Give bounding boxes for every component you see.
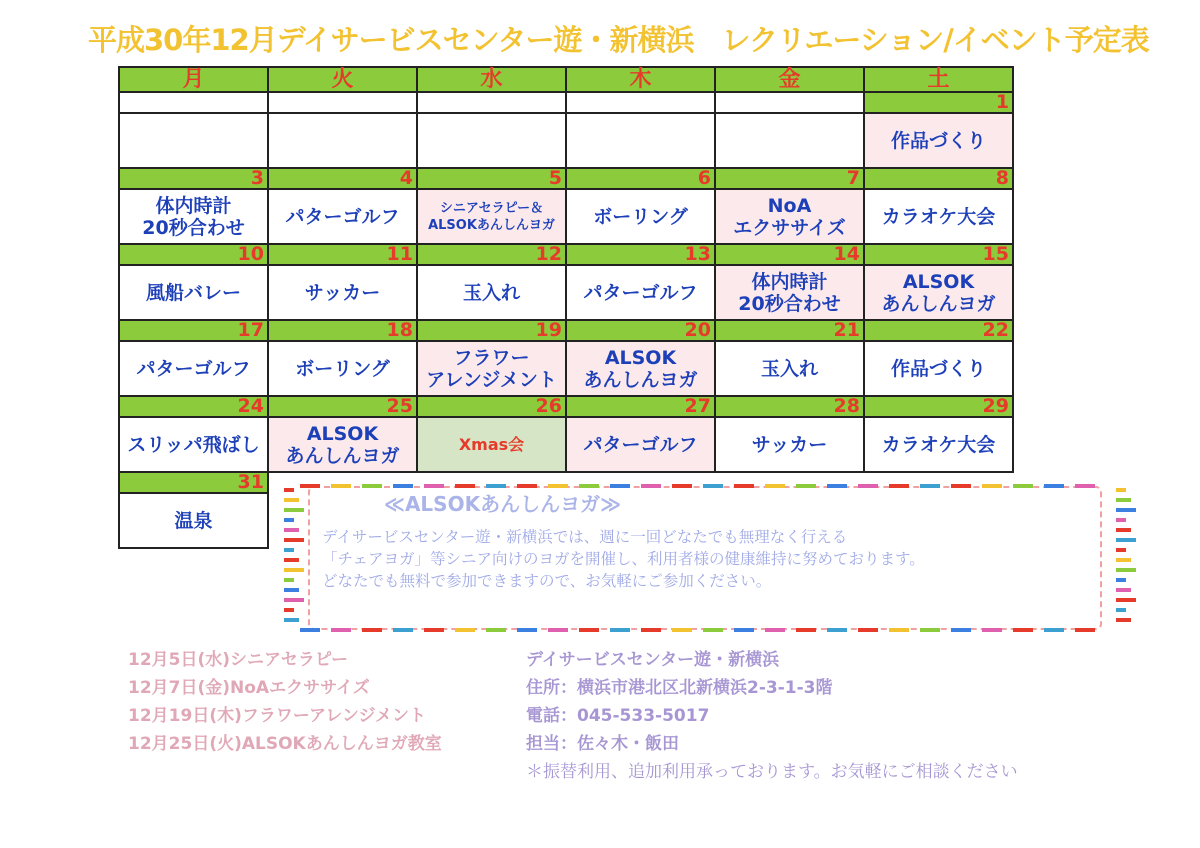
decoration-dash <box>1044 628 1064 632</box>
decoration-dash <box>1116 508 1136 512</box>
decoration-dash <box>889 484 909 488</box>
decoration-dash <box>1116 598 1136 602</box>
decoration-dash <box>1013 628 1033 632</box>
event-cell: 温泉 <box>119 493 268 548</box>
event-cell: パターゴルフ <box>566 417 715 472</box>
decoration-dash <box>858 628 878 632</box>
event-cell: カラオケ大会 <box>864 417 1013 472</box>
decoration-dash <box>455 628 475 632</box>
decoration-dash <box>610 628 630 632</box>
date-cell: 26 <box>417 396 566 417</box>
decoration-dash <box>486 628 506 632</box>
decoration-dash <box>284 578 294 582</box>
staff: 担当：佐々木・飯田 <box>526 734 679 754</box>
date-cell: 20 <box>566 320 715 341</box>
decoration-dash <box>284 598 304 602</box>
decoration-dash <box>1116 488 1126 492</box>
decoration-dash <box>889 628 909 632</box>
decoration-dash <box>424 628 444 632</box>
decoration-dash <box>765 484 785 488</box>
date-cell: 6 <box>566 168 715 189</box>
decoration-dash <box>284 558 299 562</box>
event-cell: 風船バレー <box>119 265 268 320</box>
decoration-dash <box>284 518 294 522</box>
promo-line: デイサービスセンター遊・新横浜では、週に一回どなたでも無理なく行える <box>322 528 848 546</box>
decoration-dash <box>579 628 599 632</box>
date-row <box>119 244 1013 265</box>
date-cell: 22 <box>864 320 1013 341</box>
event-cell: フラワー アレンジメント <box>417 341 566 396</box>
decoration-dash <box>284 528 299 532</box>
decoration-dash <box>827 484 847 488</box>
date-cell: 29 <box>864 396 1013 417</box>
decoration-dash <box>1116 538 1136 542</box>
event-cell: ALSOK あんしんヨガ <box>566 341 715 396</box>
date-cell: 12 <box>417 244 566 265</box>
event-row <box>119 189 1013 244</box>
event-cell: Xmas会 <box>417 417 566 472</box>
event-cell: 玉入れ <box>715 341 864 396</box>
decoration-dash <box>1044 484 1064 488</box>
event-cell <box>566 113 715 168</box>
event-cell: NoA エクササイズ <box>715 189 864 244</box>
special-event-item: 12月7日(金)NoAエクササイズ <box>128 678 370 698</box>
decoration-dash <box>951 484 971 488</box>
decoration-dash <box>1116 578 1126 582</box>
decoration-dash <box>1116 588 1131 592</box>
decoration-dash <box>1116 618 1131 622</box>
decoration-dash <box>1116 608 1126 612</box>
date-cell: 11 <box>268 244 417 265</box>
decoration-dash <box>284 618 299 622</box>
special-events-list <box>128 646 442 758</box>
decoration-dash <box>982 484 1002 488</box>
date-cell: 14 <box>715 244 864 265</box>
event-cell: シニアセラピー＆ ALSOKあんしんヨガ <box>417 189 566 244</box>
decoration-dash <box>284 608 294 612</box>
decoration-dash <box>1116 548 1126 552</box>
decoration-dash <box>703 484 723 488</box>
event-row <box>119 265 1013 320</box>
event-cell: サッカー <box>715 417 864 472</box>
weekday-tue: 火 <box>268 67 417 92</box>
date-cell <box>268 92 417 113</box>
date-cell: 31 <box>119 472 268 493</box>
date-cell: 15 <box>864 244 1013 265</box>
decoration-dash <box>284 568 304 572</box>
decoration-dash <box>284 488 294 492</box>
date-cell: 28 <box>715 396 864 417</box>
decoration-dash <box>284 548 294 552</box>
date-cell: 7 <box>715 168 864 189</box>
decoration-dash <box>641 628 661 632</box>
date-cell: 4 <box>268 168 417 189</box>
decoration-dash <box>641 484 661 488</box>
decoration-dash <box>703 628 723 632</box>
decoration-dash <box>982 628 1002 632</box>
date-cell: 5 <box>417 168 566 189</box>
decoration-dash <box>827 628 847 632</box>
date-cell: 13 <box>566 244 715 265</box>
decoration-dash <box>284 588 299 592</box>
promo-line: 「チェアヨガ」等シニア向けのヨガを開催し、利用者様の健康維持に努めております。 <box>322 550 925 568</box>
decoration-dash <box>331 628 351 632</box>
decoration-dash <box>393 628 413 632</box>
decoration-dash <box>734 484 754 488</box>
event-cell <box>715 113 864 168</box>
event-cell <box>417 113 566 168</box>
date-row <box>119 168 1013 189</box>
decoration-dash <box>284 538 304 542</box>
decoration-dash <box>672 484 692 488</box>
date-row <box>119 320 1013 341</box>
decoration-dash <box>1116 568 1136 572</box>
event-cell: パターゴルフ <box>566 265 715 320</box>
decoration-dash <box>331 484 351 488</box>
decoration-dash <box>362 628 382 632</box>
event-cell: 体内時計 20秒合わせ <box>119 189 268 244</box>
event-cell: カラオケ大会 <box>864 189 1013 244</box>
event-cell: ALSOK あんしんヨガ <box>864 265 1013 320</box>
special-event-item: 12月19日(木)フラワーアレンジメント <box>128 706 426 726</box>
decoration-dash <box>362 484 382 488</box>
special-event-item: 12月25日(火)ALSOKあんしんヨガ教室 <box>128 734 442 754</box>
promo-line: どなたでも無料で参加できますので、お気軽にご参加ください。 <box>322 572 772 590</box>
date-cell: 25 <box>268 396 417 417</box>
event-row <box>119 417 1013 472</box>
weekday-wed: 水 <box>417 67 566 92</box>
decoration-dash <box>1116 518 1126 522</box>
event-cell: サッカー <box>268 265 417 320</box>
date-cell: 8 <box>864 168 1013 189</box>
event-row <box>119 341 1013 396</box>
date-cell: 17 <box>119 320 268 341</box>
phone: 電話：045-533-5017 <box>526 706 710 726</box>
address: 住所：横浜市港北区北新横浜2-3-1-3階 <box>526 678 833 698</box>
note: ＊振替利用、追加利用承っております。お気軽にご相談ください <box>526 762 1018 782</box>
promo-text <box>322 526 1082 592</box>
event-cell: スリッパ飛ばし <box>119 417 268 472</box>
decoration-dash <box>765 628 785 632</box>
event-cell: 作品づくり <box>864 113 1013 168</box>
weekday-header-row <box>119 67 1013 92</box>
date-cell: 10 <box>119 244 268 265</box>
event-cell: 玉入れ <box>417 265 566 320</box>
decoration-dash <box>300 628 320 632</box>
event-row <box>119 113 1013 168</box>
special-event-item: 12月5日(水)シニアセラピー <box>128 650 349 670</box>
promo-heading: ≪ALSOKあんしんヨガ≫ <box>384 492 622 516</box>
event-cell: 体内時計 20秒合わせ <box>715 265 864 320</box>
date-cell: 24 <box>119 396 268 417</box>
decoration-dash <box>1116 528 1131 532</box>
date-cell: 18 <box>268 320 417 341</box>
decoration-dash <box>796 484 816 488</box>
event-cell: 作品づくり <box>864 341 1013 396</box>
event-cell: ALSOK あんしんヨガ <box>268 417 417 472</box>
decoration-dash <box>284 498 299 502</box>
date-row <box>119 92 1013 113</box>
date-cell: 21 <box>715 320 864 341</box>
decoration-dash <box>1075 628 1095 632</box>
event-cell: ボーリング <box>566 189 715 244</box>
page-title: 平成30年12月デイサービスセンター遊・新横浜 レクリエーション/イベント予定表 <box>88 23 1149 57</box>
weekday-mon: 月 <box>119 67 268 92</box>
contact-info <box>526 646 1018 786</box>
decoration-dash <box>920 484 940 488</box>
facility-name: デイサービスセンター遊・新横浜 <box>526 650 780 670</box>
date-cell: 3 <box>119 168 268 189</box>
date-cell <box>119 92 268 113</box>
decoration-dash <box>284 508 304 512</box>
event-cell: ボーリング <box>268 341 417 396</box>
decoration-dash <box>734 628 754 632</box>
event-cell: パターゴルフ <box>268 189 417 244</box>
date-cell <box>417 92 566 113</box>
event-cell: パターゴルフ <box>119 341 268 396</box>
date-cell: 1 <box>864 92 1013 113</box>
decoration-dash <box>672 628 692 632</box>
weekday-fri: 金 <box>715 67 864 92</box>
weekday-thu: 木 <box>566 67 715 92</box>
decoration-dash <box>548 628 568 632</box>
date-cell: 19 <box>417 320 566 341</box>
date-row <box>119 396 1013 417</box>
event-cell <box>119 113 268 168</box>
decoration-dash <box>796 628 816 632</box>
decoration-dash <box>858 484 878 488</box>
decoration-dash <box>517 628 537 632</box>
event-cell <box>268 113 417 168</box>
decoration-dash <box>300 484 320 488</box>
weekday-sat: 土 <box>864 67 1013 92</box>
date-cell: 27 <box>566 396 715 417</box>
decoration-dash <box>920 628 940 632</box>
date-cell <box>566 92 715 113</box>
decoration-dash <box>951 628 971 632</box>
decoration-dash <box>1075 484 1095 488</box>
decoration-dash <box>1116 558 1131 562</box>
decoration-dash <box>1013 484 1033 488</box>
decoration-dash <box>1116 498 1131 502</box>
date-cell <box>715 92 864 113</box>
